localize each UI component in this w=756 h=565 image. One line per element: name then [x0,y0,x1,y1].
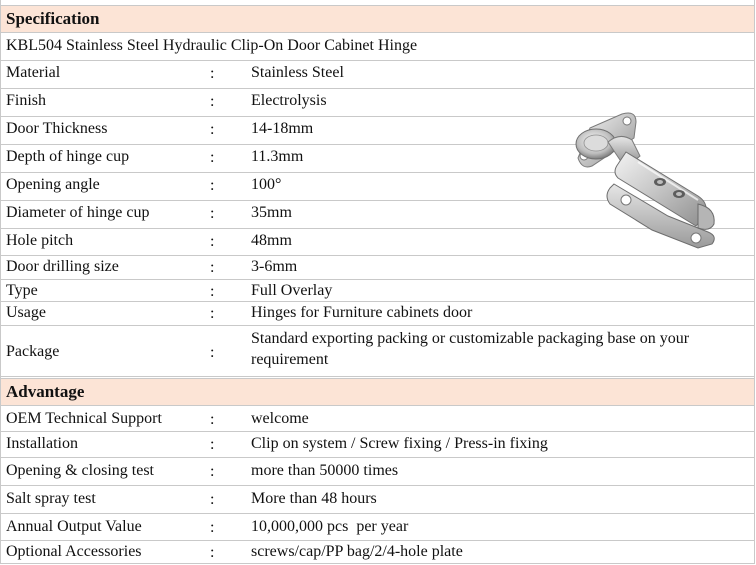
advantage-separator: : [210,491,215,508]
spec-value: Standard exporting packing or customizable packaging base on your requirement [251,330,690,368]
advantage-label: Opening & closing test [6,462,154,479]
advantage-row-accessories [1,541,754,564]
advantage-row-output [1,514,754,541]
spec-row-package [1,326,754,377]
spec-value: 11.3mm [251,148,304,165]
spec-separator: : [210,93,215,110]
spec-value: 35mm [251,204,292,221]
advantage-label: OEM Technical Support [6,410,162,427]
advantage-label: Annual Output Value [6,518,142,535]
spec-label: Hole pitch [6,232,74,249]
spec-label: Package [6,343,60,360]
spec-label: Opening angle [6,176,100,193]
advantage-separator: : [210,463,215,480]
spec-label: Door drilling size [6,258,119,275]
spec-separator: : [210,344,215,361]
advantage-separator: : [210,544,215,561]
advantage-label: Installation [6,435,78,452]
spec-label: Usage [6,304,46,321]
spec-value: Full Overlay [251,282,333,299]
advantage-separator: : [210,519,215,536]
spec-label: Type [6,282,38,299]
cabinet-hinge-photo [548,108,748,250]
spec-label: Door Thickness [6,120,108,137]
advantage-row-cycle-test [1,458,754,486]
spec-separator: : [210,149,215,166]
advantage-value: More than 48 hours [251,490,377,507]
spec-separator: : [210,259,215,276]
advantage-value: more than 50000 times [251,462,399,479]
advantage-row-salt-spray [1,486,754,514]
spec-value: Stainless Steel [251,64,344,81]
spec-row-usage [1,302,754,326]
advantage-separator: : [210,436,215,453]
spec-value: Hinges for Furniture cabinets door [251,304,473,321]
advantage-value: 10,000,000 pcs per year [251,518,409,535]
spec-separator: : [210,121,215,138]
spec-label: Material [6,64,61,81]
advantage-row-oem [1,406,754,432]
advantage-value: welcome [251,410,309,427]
spec-separator: : [210,177,215,194]
spec-value: 14-18mm [251,120,314,137]
product-title-row [1,33,754,61]
spec-row-material [1,61,754,89]
advantage-row-installation [1,432,754,458]
spec-separator: : [210,233,215,250]
advantage-value: screws/cap/PP bag/2/4-hole plate [251,543,463,560]
advantage-header: Advantage [1,378,754,406]
spec-separator: : [210,65,215,82]
spec-separator: : [210,305,215,322]
advantage-label: Salt spray test [6,490,96,507]
spec-value: 48mm [251,232,292,249]
spec-label: Diameter of hinge cup [6,204,150,221]
spec-value: Electrolysis [251,92,327,109]
spec-separator: : [210,205,215,222]
spec-separator: : [210,283,215,300]
spec-label: Depth of hinge cup [6,148,130,165]
advantage-separator: : [210,411,215,428]
advantage-label: Optional Accessories [6,543,142,560]
spec-value: 3-6mm [251,258,298,275]
product-title: KBL504 Stainless Steel Hydraulic Clip-On Door Cabinet Hinge [6,37,418,54]
spec-row-type [1,280,754,302]
spec-value: 100° [251,176,282,193]
spec-row-drilling-size [1,256,754,280]
advantage-value: Clip on system / Screw fixing / Press-in fixing [251,435,548,452]
specification-header: Specification [1,5,754,33]
spec-label: Finish [6,92,47,109]
